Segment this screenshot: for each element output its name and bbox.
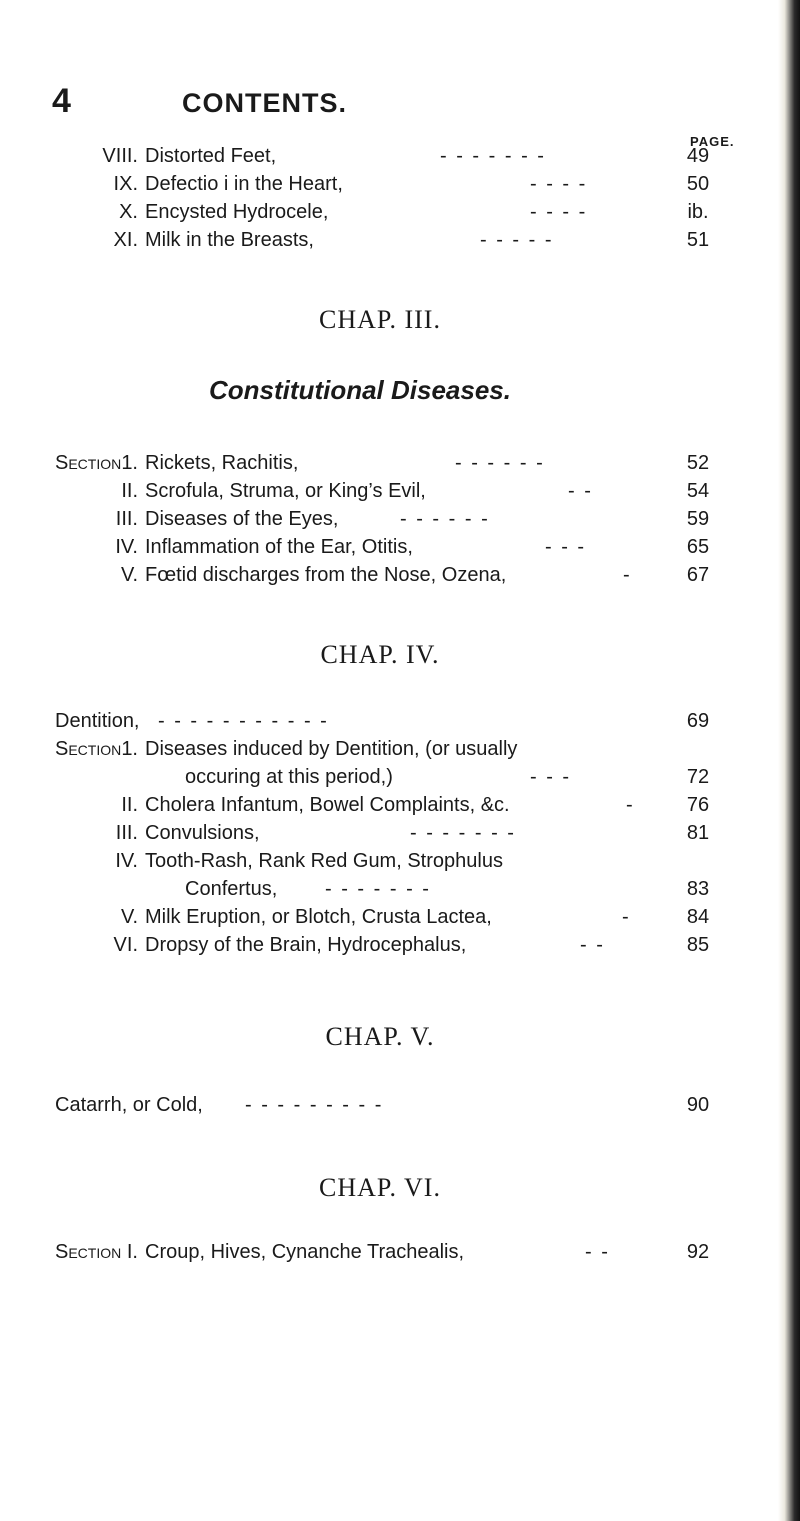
entry-title: Diseases of the Eyes, bbox=[145, 508, 339, 530]
chapter-heading: CHAP. V. bbox=[325, 1022, 435, 1051]
entry-title: Distorted Feet, bbox=[145, 145, 277, 167]
entry-title: Scrofula, Struma, or King’s Evil, bbox=[145, 480, 426, 502]
entry-title: Confertus, bbox=[185, 878, 278, 900]
entry-number: I. bbox=[126, 1241, 138, 1263]
toc-entry bbox=[0, 145, 800, 171]
entry-leader: - - - - - - - bbox=[325, 878, 431, 900]
entry-page: 84 bbox=[686, 906, 710, 928]
entry-page: 83 bbox=[686, 878, 710, 900]
entry-title: Dropsy of the Brain, Hydrocephalus, bbox=[145, 934, 467, 956]
entry-number: 1. bbox=[121, 452, 138, 474]
entry-leader: - - - - bbox=[530, 173, 588, 195]
entry-title: Encysted Hydrocele, bbox=[145, 201, 329, 223]
entry-leader: - - bbox=[580, 934, 605, 956]
entry-number: XI. bbox=[113, 229, 138, 251]
toc-entry bbox=[0, 710, 800, 736]
toc-entry bbox=[0, 1094, 800, 1120]
entry-number: III. bbox=[115, 822, 138, 844]
chapter-heading: CHAP. VI. bbox=[319, 1173, 441, 1202]
entry-title: Croup, Hives, Cynanche Trachealis, bbox=[145, 1241, 465, 1263]
entry-title: Defectio i in the Heart, bbox=[145, 173, 343, 195]
entry-number: II. bbox=[121, 480, 138, 502]
header-page-number: 4 bbox=[52, 82, 71, 120]
toc-entry bbox=[0, 1241, 800, 1267]
entry-leader: - - - - - - - bbox=[440, 145, 546, 167]
entry-leader: - - - - - bbox=[480, 229, 554, 251]
toc-entry bbox=[0, 878, 800, 904]
entry-title: Cholera Infantum, Bowel Complaints, &c. bbox=[145, 794, 510, 816]
entry-number: VIII. bbox=[102, 145, 138, 167]
toc-entry bbox=[0, 850, 800, 876]
toc-entry bbox=[0, 480, 800, 506]
entry-page: 49 bbox=[686, 145, 710, 167]
entry-number: V. bbox=[120, 564, 138, 586]
entry-title: Diseases induced by Dentition, (or usually bbox=[145, 738, 518, 760]
entry-page: 50 bbox=[686, 173, 710, 195]
toc-entry bbox=[0, 794, 800, 820]
chapter-heading: CHAP. IV. bbox=[320, 640, 440, 669]
toc-entry bbox=[0, 536, 800, 562]
entry-title: Rickets, Rachitis, bbox=[145, 452, 299, 474]
toc-entry bbox=[0, 452, 800, 478]
entry-number: IX. bbox=[113, 173, 138, 195]
entry-page: 65 bbox=[686, 536, 710, 558]
entry-page: 72 bbox=[686, 766, 710, 788]
entry-leader: - bbox=[626, 794, 635, 816]
entry-leader: - - - bbox=[545, 536, 587, 558]
entry-page: 54 bbox=[686, 480, 710, 502]
entry-leader: - - - - - - - bbox=[410, 822, 516, 844]
entry-leader: - - - - - - - - - - - bbox=[158, 710, 329, 732]
entry-leader: - - bbox=[585, 1241, 610, 1263]
entry-number: IV. bbox=[115, 536, 138, 558]
entry-leader: - - - - - - bbox=[400, 508, 490, 530]
toc-entry bbox=[0, 934, 800, 960]
entry-number: 1. bbox=[121, 738, 138, 760]
chapter-heading: CHAP. III. bbox=[319, 305, 441, 334]
entry-number: V. bbox=[120, 906, 138, 928]
entry-title: Dentition, bbox=[55, 710, 140, 732]
entry-page: 51 bbox=[686, 229, 710, 251]
toc-entry bbox=[0, 822, 800, 848]
entry-page: 59 bbox=[686, 508, 710, 530]
toc-entry bbox=[0, 766, 800, 792]
entry-leader: - - bbox=[568, 480, 593, 502]
entry-number: II. bbox=[121, 794, 138, 816]
entry-page: 92 bbox=[686, 1241, 710, 1263]
entry-leader: - - - bbox=[530, 766, 572, 788]
entry-leader: - - - - bbox=[530, 201, 588, 223]
toc-entry bbox=[0, 229, 800, 255]
entry-page: 67 bbox=[686, 564, 710, 586]
entry-leader: - - - - - - - - - bbox=[245, 1094, 384, 1116]
entry-page: 76 bbox=[686, 794, 710, 816]
section-label: Section bbox=[55, 1241, 122, 1263]
entry-page: 69 bbox=[686, 710, 710, 732]
entry-title: Inflammation of the Ear, Otitis, bbox=[145, 536, 413, 558]
entry-number: X. bbox=[119, 201, 138, 223]
entry-leader: - bbox=[622, 906, 631, 928]
entry-title: Fœtid discharges from the Nose, Ozena, bbox=[145, 564, 507, 586]
toc-entry bbox=[0, 201, 800, 227]
entry-leader: - bbox=[623, 564, 632, 586]
toc-entry bbox=[0, 508, 800, 534]
header-title: CONTENTS. bbox=[182, 88, 348, 118]
entry-number: IV. bbox=[115, 850, 138, 872]
toc-entry bbox=[0, 564, 800, 590]
entry-title: Milk Eruption, or Blotch, Crusta Lactea, bbox=[145, 906, 492, 928]
toc-entry bbox=[0, 173, 800, 199]
entry-page: 81 bbox=[686, 822, 710, 844]
entry-page: ib. bbox=[687, 201, 709, 223]
entry-title: Milk in the Breasts, bbox=[145, 229, 314, 251]
entry-page: 52 bbox=[686, 452, 710, 474]
page-column-label: PAGE. bbox=[690, 134, 735, 149]
entry-page: 90 bbox=[686, 1094, 710, 1116]
entry-page: 85 bbox=[686, 934, 710, 956]
entry-title: Convulsions, bbox=[145, 822, 260, 844]
section-label: Section bbox=[55, 452, 122, 474]
entry-number: VI. bbox=[113, 934, 138, 956]
toc-entry bbox=[0, 906, 800, 932]
entry-title: occuring at this period,) bbox=[185, 766, 393, 788]
entry-number: III. bbox=[115, 508, 138, 530]
entry-title: Catarrh, or Cold, bbox=[55, 1094, 203, 1116]
chapter-subtitle: Constitutional Diseases. bbox=[209, 375, 511, 405]
entry-leader: - - - - - - bbox=[455, 452, 545, 474]
entry-title: Tooth-Rash, Rank Red Gum, Strophulus bbox=[145, 850, 503, 872]
section-label: Section bbox=[55, 738, 122, 760]
toc-entry bbox=[0, 738, 800, 764]
